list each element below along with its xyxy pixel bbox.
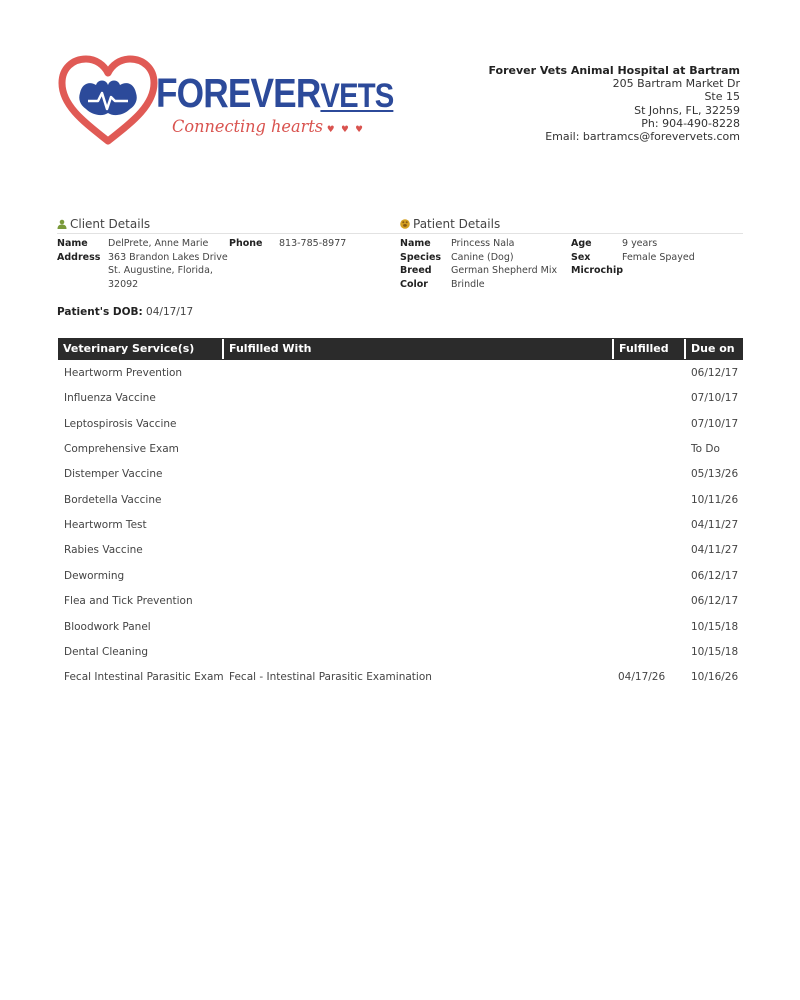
cell-due-on: 07/10/17	[691, 417, 739, 430]
table-row	[58, 418, 743, 443]
table-row	[58, 544, 743, 569]
cell-due-on: 06/12/17	[691, 595, 739, 608]
cell-service: Bloodwork Panel	[64, 620, 151, 633]
patient-color-value: Brindle	[451, 278, 485, 290]
client-name-label: Name	[57, 238, 88, 249]
patient-species-label: Species	[400, 251, 442, 263]
cell-due-on: 06/12/17	[691, 569, 739, 582]
header-service: Veterinary Service(s)	[63, 342, 195, 355]
table-row	[58, 646, 743, 671]
patient-name-value: Princess Nala	[451, 238, 515, 249]
client-details-heading	[57, 217, 150, 231]
cell-service: Bordetella Vaccine	[64, 493, 162, 506]
hospital-email: Email: bartramcs@forevervets.com	[545, 130, 740, 144]
details-divider	[57, 233, 743, 234]
cell-service: Dental Cleaning	[64, 645, 149, 658]
cell-due-on: 04/11/27	[691, 519, 739, 532]
hospital-street: 205 Bartram Market Dr	[612, 77, 740, 91]
patient-name-label: Name	[400, 238, 431, 249]
table-row	[58, 671, 743, 696]
cell-service: Fecal Intestinal Parasitic Exam	[64, 671, 224, 684]
brand-wordmark	[156, 70, 394, 116]
patient-dob	[57, 306, 193, 318]
cell-due-on: 10/15/18	[691, 620, 739, 633]
patient-breed-label: Breed	[400, 265, 432, 276]
client-phone-value: 813-785-8977	[279, 238, 347, 249]
patient-values	[451, 237, 557, 291]
patient-labels	[400, 237, 441, 291]
header-fulfilled-with: Fulfilled With	[229, 342, 312, 355]
forever-vets-logo	[58, 55, 394, 150]
cell-service: Distemper Vaccine	[64, 468, 163, 481]
cell-service: Influenza Vaccine	[64, 392, 156, 405]
patient-species-value: Canine (Dog)	[451, 251, 514, 263]
user-icon	[57, 219, 67, 229]
brand-vets: VETS	[320, 77, 394, 115]
paw-icon	[400, 219, 410, 229]
patient-sex-label: Sex	[571, 251, 591, 263]
cell-due-on: 10/16/26	[691, 671, 739, 684]
cell-service: Deworming	[64, 569, 125, 582]
cell-service: Comprehensive Exam	[64, 443, 179, 456]
client-labels	[57, 237, 100, 264]
patient-details-heading	[400, 217, 500, 231]
hospital-address-block	[488, 64, 740, 143]
heart-paw-logo-icon	[58, 55, 158, 147]
table-row	[58, 519, 743, 544]
cell-service: Rabies Vaccine	[64, 544, 143, 557]
cell-service: Flea and Tick Prevention	[64, 595, 193, 608]
patient-values-2	[622, 237, 695, 264]
cell-fulfilled-at: 04/17/26	[618, 671, 666, 684]
client-address-label: Address	[57, 251, 101, 263]
patient-sex-value: Female Spayed	[622, 251, 695, 263]
dob-label: Patient's DOB:	[57, 306, 143, 318]
table-row	[58, 468, 743, 493]
header-fulfilled-at: Fulfilled At	[619, 342, 669, 377]
hospital-phone: Ph: 904-490-8228	[641, 116, 740, 130]
table-row	[58, 443, 743, 468]
dob-value: 04/17/17	[146, 306, 194, 318]
client-address-line2: St. Augustine, Florida,	[108, 265, 213, 276]
table-row	[58, 621, 743, 646]
tagline-text: Connecting hearts	[172, 117, 324, 137]
cell-due-on: To Do	[691, 443, 720, 456]
cell-due-on: 07/10/17	[691, 392, 739, 405]
table-row	[58, 494, 743, 519]
client-phone-label: Phone	[229, 238, 263, 249]
brand-tagline	[172, 117, 365, 137]
patient-color-label: Color	[400, 278, 428, 290]
client-address-line3: 32092	[108, 278, 139, 290]
table-row	[58, 570, 743, 595]
patient-breed-value: German Shepherd Mix	[451, 265, 558, 276]
cell-service: Heartworm Test	[64, 519, 147, 532]
cell-service: Heartworm Prevention	[64, 367, 183, 379]
header-due-on: Due on	[691, 342, 735, 355]
client-details-title: Client Details	[70, 217, 151, 231]
cell-fulfilled-with: Fecal - Intestinal Parasitic Examination	[229, 671, 432, 684]
patient-age-label: Age	[571, 238, 592, 249]
cell-due-on: 06/12/17	[691, 367, 739, 379]
patient-age-value: 9 years	[622, 238, 658, 249]
hospital-suite: Ste 15	[704, 90, 740, 104]
patient-microchip-label: Microchip	[571, 265, 624, 276]
cell-due-on: 10/11/26	[691, 493, 739, 506]
patient-details-title: Patient Details	[413, 217, 501, 231]
hospital-name: Forever Vets Animal Hospital at Bartram	[488, 64, 740, 77]
tagline-hearts: ♥ ♥ ♥	[326, 125, 365, 135]
client-phone-label-col	[229, 237, 262, 251]
patient-labels-2	[571, 237, 623, 278]
client-values	[108, 237, 228, 291]
client-name-value: DelPrete, Anne Marie	[108, 238, 209, 249]
hospital-city: St Johns, FL, 32259	[634, 103, 740, 117]
brand-forever: FOREVER	[156, 70, 321, 116]
table-row	[58, 392, 743, 417]
client-phone-value-col	[279, 237, 346, 251]
cell-due-on: 10/15/18	[691, 645, 739, 658]
table-row	[58, 595, 743, 620]
cell-service: Leptospirosis Vaccine	[64, 417, 177, 430]
cell-due-on: 04/11/27	[691, 544, 739, 557]
client-address-line1: 363 Brandon Lakes Drive	[108, 251, 228, 263]
cell-due-on: 05/13/26	[691, 468, 739, 481]
table-row	[58, 367, 743, 392]
